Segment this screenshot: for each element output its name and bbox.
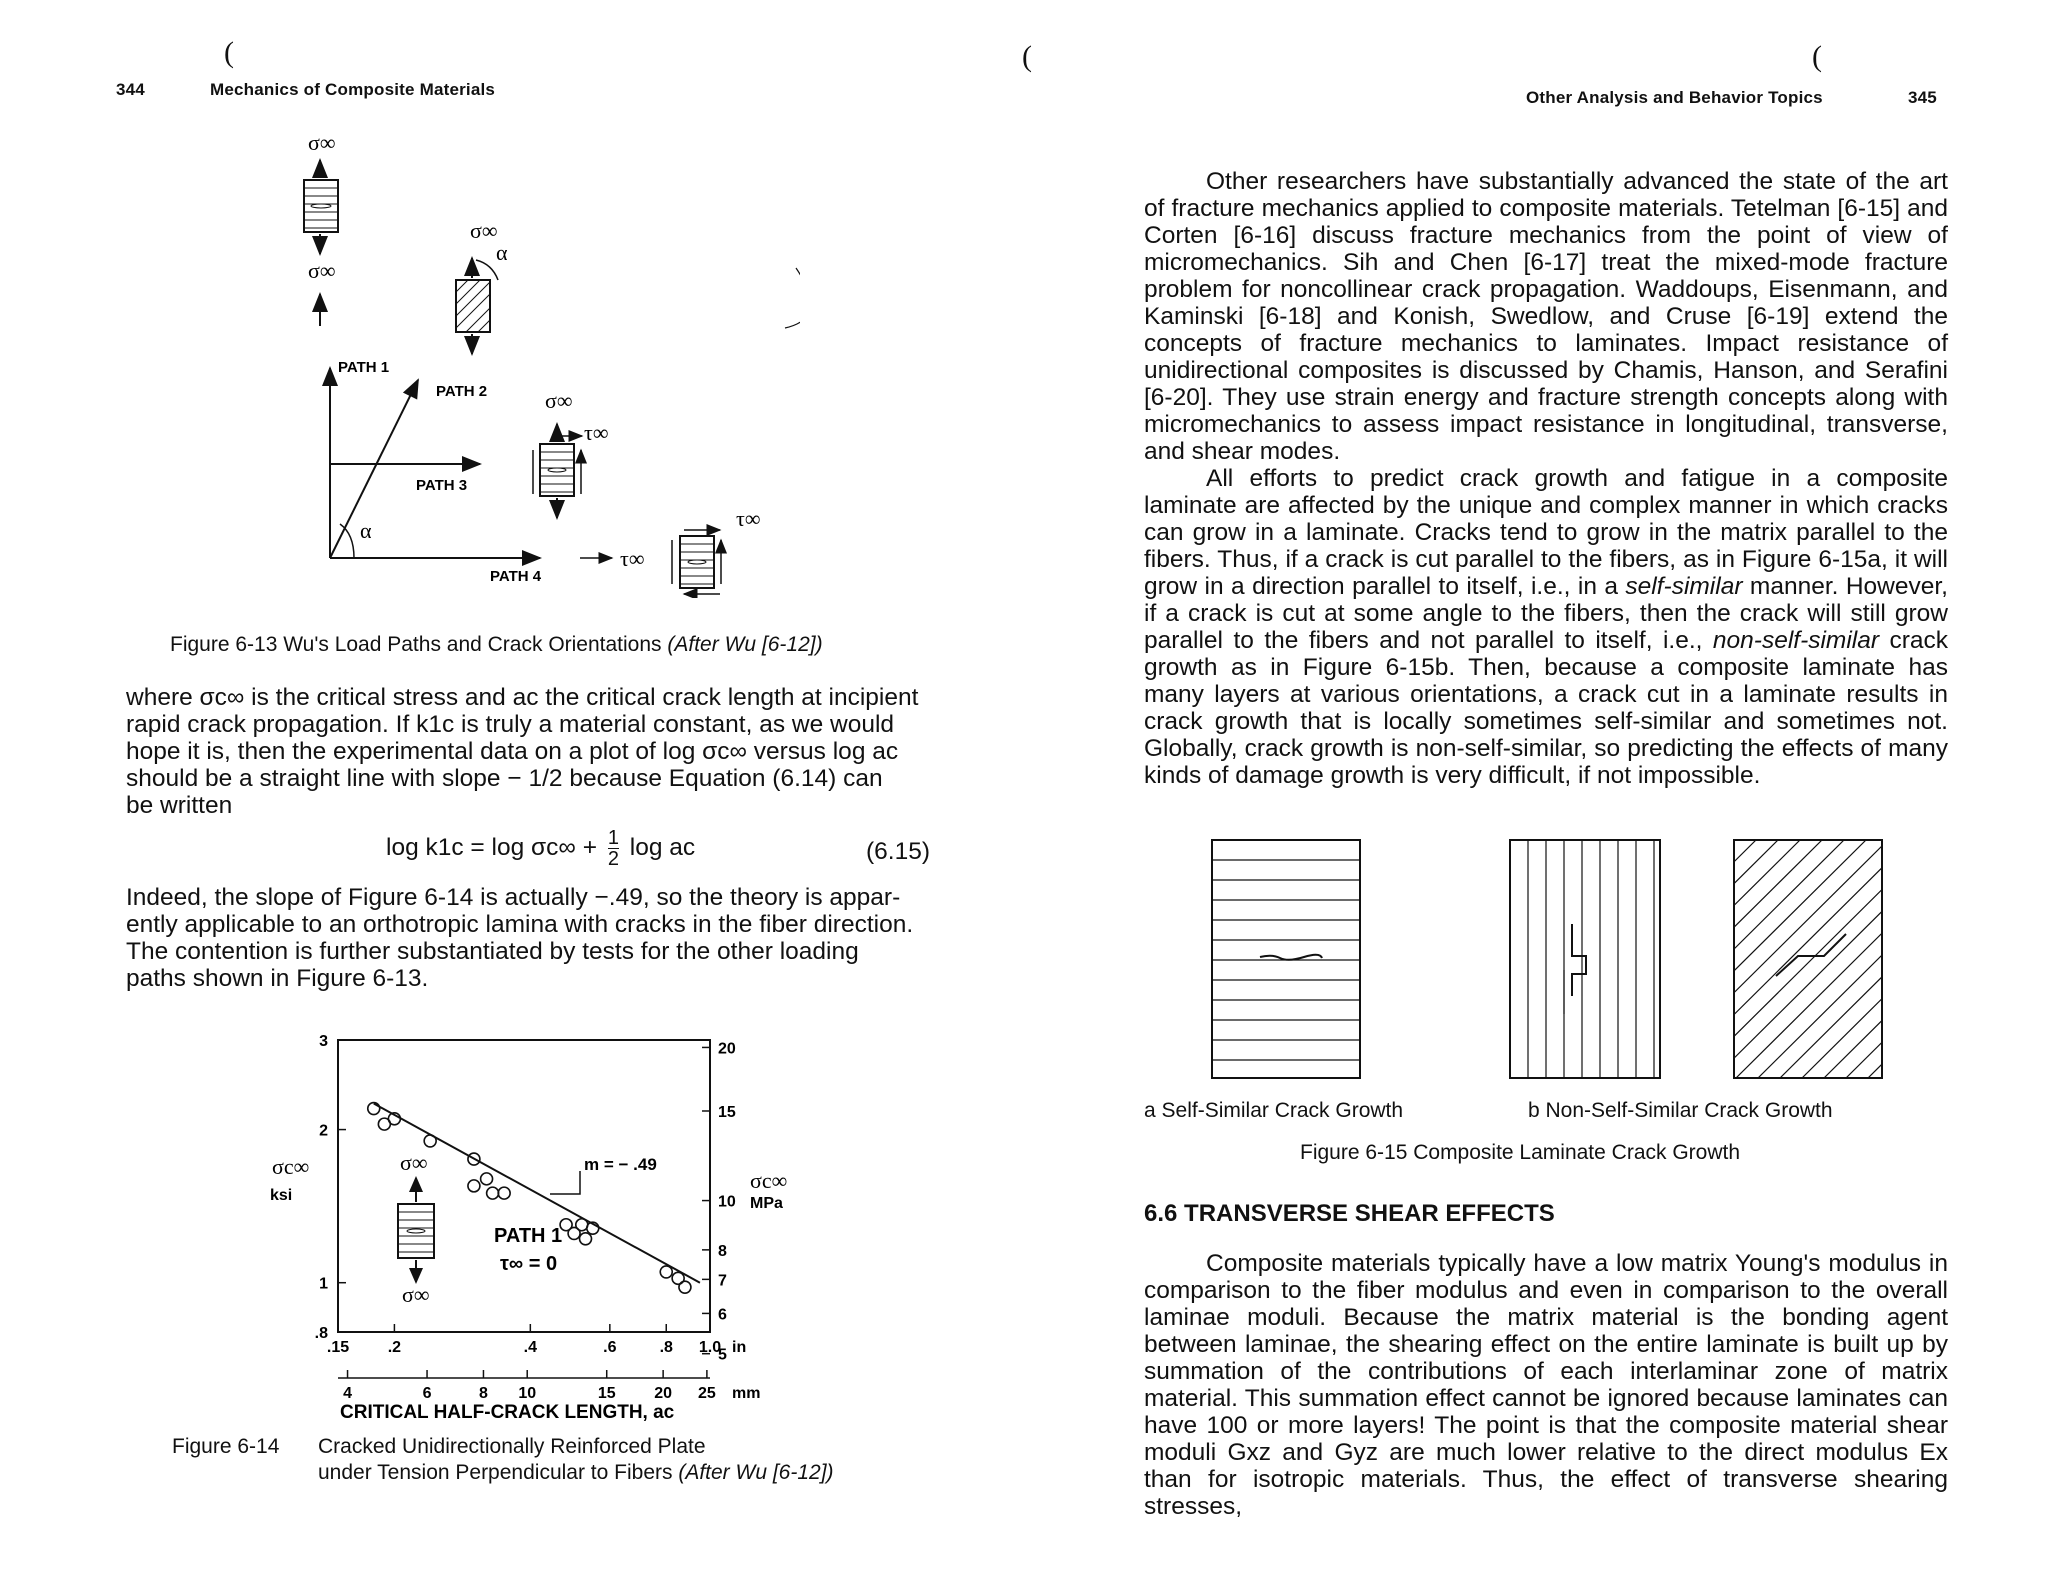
sigma-label: σ∞: [470, 218, 498, 243]
x-tick-mm: 20: [654, 1385, 673, 1402]
y-tick-mpa: 15: [718, 1103, 736, 1121]
x-tick-mm: 25: [697, 1385, 716, 1402]
sigma-label: σ∞: [308, 258, 336, 283]
x-tick-in: .15: [326, 1339, 350, 1356]
y-tick-mpa: 20: [718, 1040, 736, 1058]
x-tick-mm: 15: [597, 1385, 616, 1402]
inset-tau-label: τ∞ = 0: [500, 1253, 558, 1275]
running-head-right: Other Analysis and Behavior Topics: [1526, 88, 1823, 107]
path-label: PATH 1: [338, 359, 390, 376]
slope-triangle: [550, 1171, 580, 1194]
figure-6-15-label-a: a Self-Similar Crack Growth: [1144, 1099, 1404, 1122]
data-point: [679, 1281, 691, 1293]
margin-mark: (: [1022, 40, 1032, 73]
data-point: [487, 1187, 499, 1199]
figure-6-13-diagram: [240, 128, 800, 598]
inset-sigma: σ∞: [402, 1282, 430, 1307]
figure-6-13-caption: Figure 6-13 Wu's Load Paths and Crack Orientations (After Wu [6-12]): [170, 633, 823, 656]
page-number-right: 345: [1908, 88, 1937, 107]
left-text-block-2: Indeed, the slope of Figure 6-14 is actually −.49, so the theory is appar- ently applicable to an orthotropic lamina with cracks in the fiber direction. The contention is further substantiated by tests for the other loading paths shown in Figure 6-13.: [126, 884, 914, 992]
figure-6-14-label: Figure 6-14: [172, 1435, 280, 1458]
path-label: PATH 4: [490, 568, 542, 585]
crack-icon: [1572, 924, 1586, 996]
figure-6-14-caption: Cracked Unidirectionally Reinforced Plate under Tension Perpendicular to Fibers (After Wu [6-12]): [318, 1435, 834, 1484]
x-tick-in: .8: [659, 1339, 673, 1356]
left-text-block-1: where σc∞ is the critical stress and ac the critical crack length at incipient rapid crack propagation. If k1c is truly a material constant, as we would hope it is, then the experimental data on a plot of log σc∞ versus log ac should be a straight line with slope − 1/2 because Equation (6.14) can be written: [126, 684, 919, 819]
paragraph-2: All efforts to predict crack growth and fatigue in a composite laminate are affected by the unique and complex manner in which cracks can grow in a laminate. Cracks tend to grow in the matrix parallel to the fibers. Thus, if a crack is cut parallel to the fibers, as in Figure 6-15a, it will grow in a direction parallel to itself, i.e., in a self-similar manner. However, if a crack is cut at some angle to the fibers, then the crack will still grow parallel to the fibers and not parallel to itself, i.e., non-self-similar crack growth as in Figure 6-15b. Then, because a composite laminate has many layers at various orientations, a crack cut in a laminate results in crack growth that is locally sometimes self-similar and sometimes not. Globally, crack growth is non-self-similar, so predicting the effects of many kinds of damage growth is very difficult, if not impossible.: [1144, 465, 1948, 789]
figure-6-14-chart: [250, 1026, 790, 1422]
y-unit-mpa: MPa: [750, 1195, 783, 1212]
x-axis-label: CRITICAL HALF-CRACK LENGTH, ac: [340, 1402, 675, 1422]
running-head-left: Mechanics of Composite Materials: [210, 80, 496, 99]
figure-6-15-label-b: b Non-Self-Similar Crack Growth: [1528, 1099, 1833, 1122]
y-tick-mpa: 7: [718, 1272, 727, 1290]
y-unit-ksi: ksi: [270, 1187, 293, 1204]
y-tick-ksi: 2: [319, 1122, 328, 1140]
y-axis-label-left: σc∞: [272, 1154, 310, 1179]
section-heading: 6.6 TRANSVERSE SHEAR EFFECTS: [1144, 1200, 1555, 1227]
tau-label: τ∞: [736, 506, 761, 531]
x-tick-mm: 4: [343, 1385, 352, 1402]
margin-mark: (: [1812, 40, 1822, 73]
tau-label: τ∞: [620, 546, 645, 571]
x-tick-in: .2: [387, 1339, 402, 1356]
x-unit-in: in: [732, 1339, 747, 1356]
right-text-block-2: Composite materials typically have a low matrix Young's modulus in comparison to the fiber modulus and even in comparison to the overall laminae moduli. Because the matrix material is the bonding agent between laminae, the shearing effect on the entire laminate is built up by summation of the contributions of each interlaminar zone of matrix material. This summation effect cannot be ignored because laminates can have 100 or more layers! The point is that the composite material shear moduli Gxz and Gyz are much lower relative to the direct modulus Ex than for isotropic materials. Thus, the effect of transverse shearing stresses,: [1144, 1250, 1948, 1520]
data-point: [481, 1173, 493, 1185]
sigma-label: σ∞: [308, 130, 336, 155]
data-point: [498, 1187, 510, 1199]
page-number-left: 344: [116, 80, 145, 99]
x-tick-mm: 10: [518, 1385, 537, 1402]
y-tick-mpa: 5: [718, 1346, 727, 1364]
sigma-label: σ∞: [545, 388, 573, 413]
x-tick-mm: 6: [422, 1385, 432, 1402]
y-tick-mpa: 6: [718, 1306, 727, 1324]
y-axis-label-right: σc∞: [750, 1168, 788, 1193]
tau-label: τ∞: [584, 420, 609, 445]
crack-icon: [1260, 955, 1322, 960]
x-tick-mm: 8: [479, 1385, 488, 1402]
alpha-label: α: [496, 240, 508, 265]
y-tick-mpa: 8: [718, 1242, 727, 1260]
y-tick-mpa: 10: [718, 1193, 736, 1211]
y-tick-ksi: 3: [319, 1033, 328, 1050]
equation-6-15: log k1c = log σc∞ + $\frac{1}{2}$ log ac: [386, 827, 696, 870]
data-point: [660, 1266, 672, 1278]
inset-sigma: σ∞: [400, 1150, 428, 1175]
figure-6-15-diagram: [1210, 838, 1900, 1084]
path-label: PATH 2: [436, 383, 488, 400]
inset-path-label: PATH 1: [494, 1225, 563, 1247]
equation-number: (6.15): [866, 838, 931, 865]
figure-6-15-caption: Figure 6-15 Composite Laminate Crack Growth: [1300, 1141, 1741, 1164]
alpha-label: α: [360, 518, 372, 543]
y-tick-ksi: .8: [314, 1325, 328, 1342]
x-tick-in: .4: [523, 1339, 537, 1356]
data-point: [468, 1180, 480, 1192]
data-point: [580, 1233, 592, 1245]
y-tick-ksi: 1: [319, 1275, 328, 1293]
right-text-block-1: Other researchers have substantially advanced the state of the art of fracture mechanics applied to composite materials. Tetelman [6-15] and Corten [6-16] discuss fracture mechanics from the point of view of micromechanics. Sih and Chen [6-17] treat the mixed-mode fracture problem for noncollinear crack propagation. Waddoups, Eisenmann, and Kaminski [6-18] and Konish, Swedlow, and Cruse [6-19] extend the concepts of fracture mechanics to laminates. Impact resistance of unidirectional composites is discussed by Chamis, Hanson, and Serafini [6-20]. They use strain energy and fracture strength concepts along with micromechanics to assess impact resistance in longitudinal, transverse, and shear modes. All efforts to predict crack growth and fatigue in a composite laminate are affected by the unique and complex manner in which cracks can grow in a laminate. Cracks tend to grow in the matrix parallel to the fibers. Thus, if a crack is cut parallel to the fibers, as in Figure 6-15a, it will grow in a direction parallel to itself, i.e., in a self-similar manner. However, if a crack is cut at some angle to the fibers, then the crack will still grow parallel to the fibers and not parallel to itself, i.e., non-self-similar crack growth as in Figure 6-15b. Then, because a composite laminate has many layers at various orientations, a crack cut in a laminate results in crack growth that is locally sometimes self-similar and sometimes not. Globally, crack growth is non-self-similar, so predicting the effects of many kinds of damage growth is very difficult, if not impossible.: [1144, 168, 1948, 789]
x-tick-in: 1.0: [698, 1339, 722, 1356]
x-tick-in: .6: [603, 1339, 617, 1356]
x-unit-mm: mm: [732, 1385, 761, 1402]
margin-mark: (: [224, 36, 234, 69]
slope-label: m = − .49: [584, 1155, 657, 1174]
path-label: PATH 3: [416, 477, 468, 494]
